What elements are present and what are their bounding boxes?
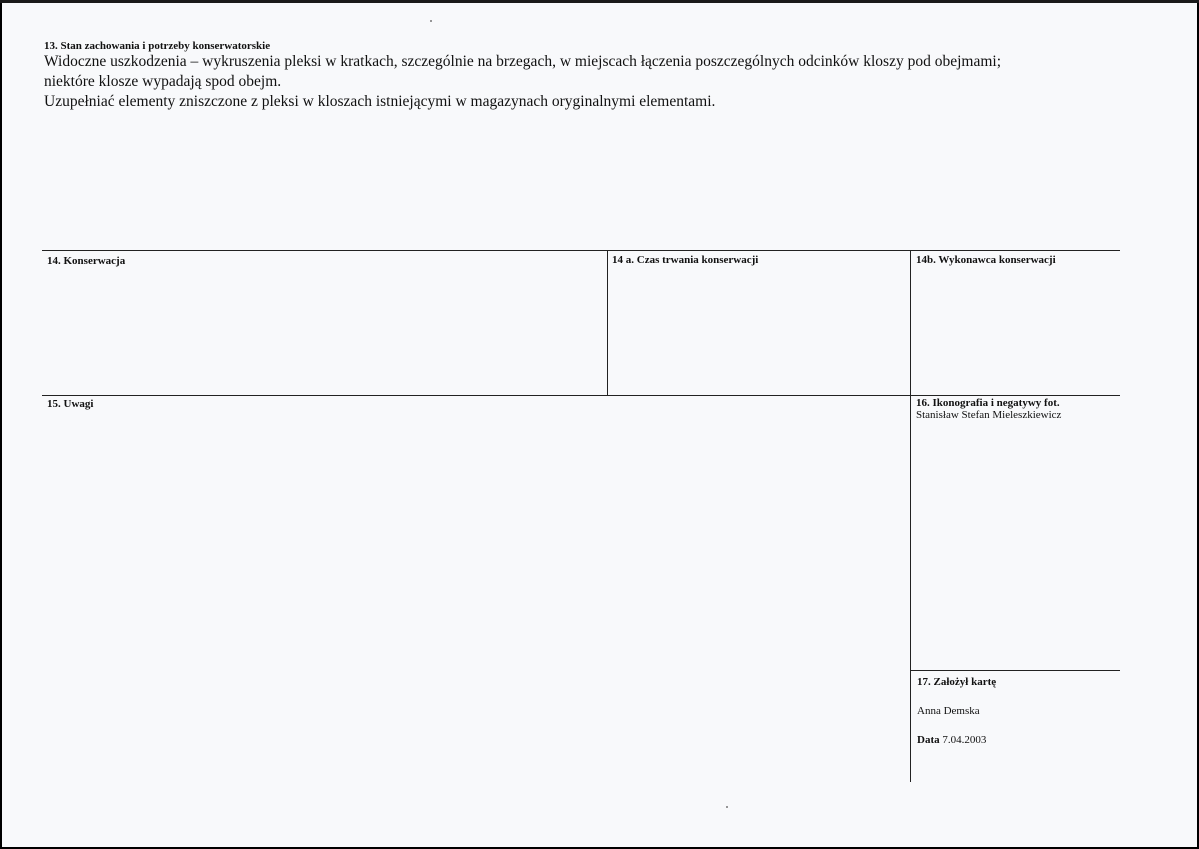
row-divider-15 xyxy=(42,395,1120,396)
date-label: Data xyxy=(917,734,940,746)
row-divider-17 xyxy=(910,670,1120,671)
section-13-line-3: Uzupełniać elementy zniszczone z pleksi w kloszach istniejącymi w magazynach oryginalnymi elementami. xyxy=(44,93,716,110)
table-top-rule xyxy=(42,250,1120,251)
section-13-line-1: Widoczne uszkodzenia – wykruszenia pleksi w kratkach, szczególnie na brzegach, w miejscach łączenia poszczególnych odcinków kloszy pod obejmami; xyxy=(44,53,1001,70)
scan-speck xyxy=(430,20,432,22)
scan-top-strip xyxy=(0,0,1199,3)
section-17-author: Anna Demska xyxy=(917,705,980,717)
section-16-value: Stanisław Stefan Mieleszkiewicz xyxy=(916,409,1062,421)
section-17-date xyxy=(917,734,986,746)
date-value: 7.04.2003 xyxy=(942,734,987,746)
section-13-line-2: niektóre klosze wypadają spod obejm. xyxy=(44,73,282,90)
divider-14a-14b xyxy=(910,250,911,782)
section-16-label: 16. Ikonografia i negatywy fot. xyxy=(916,397,1060,409)
scan-speck xyxy=(726,806,728,808)
section-17-label: 17. Założył kartę xyxy=(917,676,997,688)
divider-14-14a xyxy=(607,250,608,395)
section-14a-label: 14 a. Czas trwania konserwacji xyxy=(612,254,759,266)
section-13-label: 13. Stan zachowania i potrzeby konserwatorskie xyxy=(44,40,271,52)
section-14-label: 14. Konserwacja xyxy=(47,255,126,267)
section-15-label: 15. Uwagi xyxy=(47,398,94,410)
section-13-body xyxy=(44,52,1164,112)
section-14b-label: 14b. Wykonawca konserwacji xyxy=(916,254,1056,266)
